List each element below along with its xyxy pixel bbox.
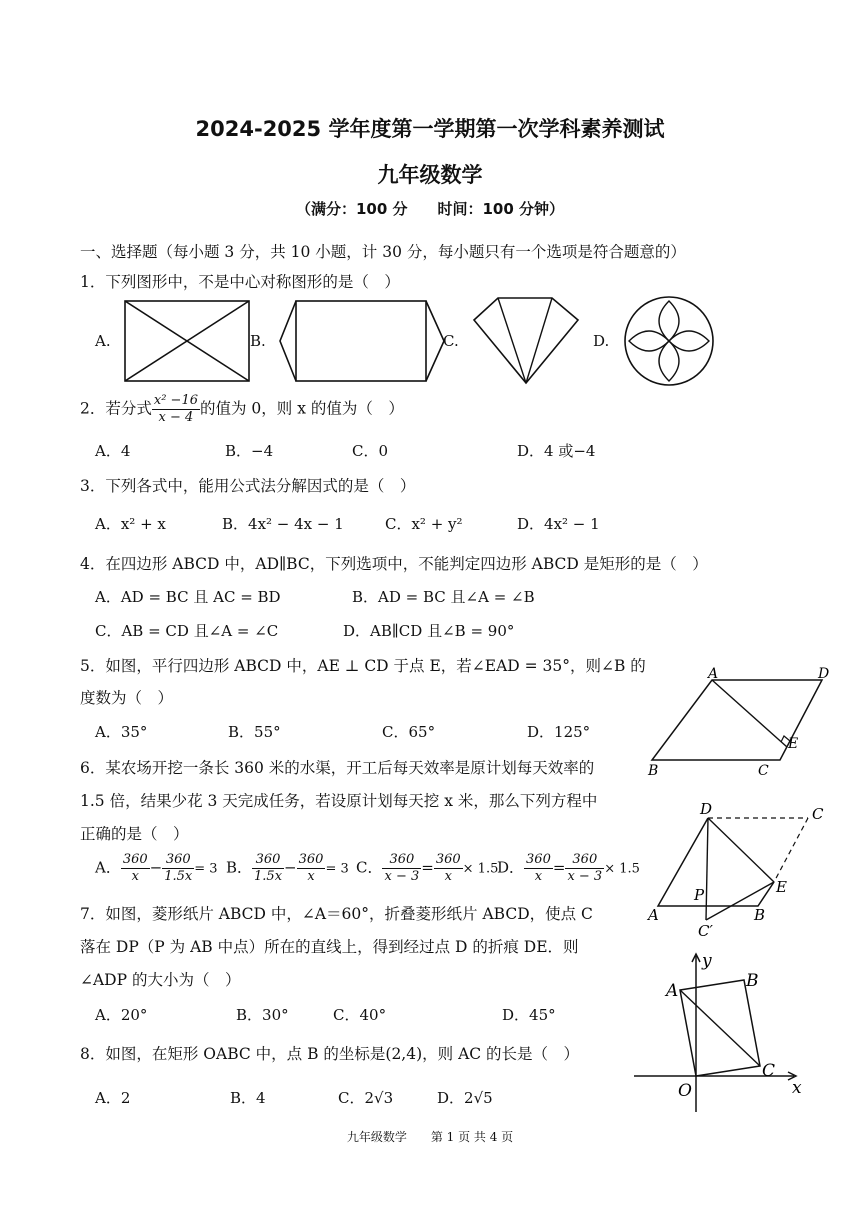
q1-figure-a: [122, 298, 252, 384]
q6-a-d2: 1.5x: [164, 869, 193, 884]
subject-title: 九年级数学: [377, 163, 483, 187]
q6-c-op: =: [421, 858, 434, 877]
q3-option-a: A．x² + x: [95, 515, 166, 533]
q8-label-b: B: [746, 971, 759, 991]
q7-label-b: B: [754, 906, 766, 924]
q6-d-d2: x − 3: [567, 869, 603, 884]
q2-option-c: C．0: [352, 442, 389, 460]
q8-option-c: C．2√3: [338, 1089, 394, 1107]
q6-b-d1: 1.5x: [254, 869, 283, 884]
q6-c-frac1: [382, 852, 421, 885]
q2-fraction: [152, 393, 200, 426]
q3-option-b: B．4x² − 4x − 1: [222, 515, 344, 533]
q8-stem: 8．如图，在矩形 OABC 中，点 B 的坐标是(2,4)，则 AC 的长是（ ）: [80, 1045, 580, 1063]
q6-a-d1: x: [131, 869, 139, 884]
q5-line2: 度数为（ ）: [80, 689, 174, 707]
q6-option-a: [95, 852, 218, 885]
q7-option-c: C．40°: [333, 1006, 387, 1024]
q6-d-label: D．: [497, 858, 525, 877]
q5-parallelogram-figure: [640, 664, 840, 780]
q1-figure-c: [470, 296, 582, 386]
q6-d-d1: x: [534, 869, 543, 884]
q8-label-c: C: [762, 1061, 776, 1081]
q2-option-a: A．4: [95, 442, 131, 460]
q6-c-d2: x: [444, 869, 452, 884]
q6-d-n2: 360: [565, 852, 604, 869]
q6-a-frac2: [162, 852, 194, 885]
q6-b-d2: x: [307, 869, 315, 884]
q8-option-a: A．2: [95, 1089, 131, 1107]
q1-label-b: B.: [250, 332, 266, 350]
q2-option-d: D．4 或−4: [517, 442, 596, 460]
q6-c-tail: × 1.5: [462, 861, 499, 877]
q6-line1: 6．某农场开挖一条长 360 米的水渠，开工后每天效率是原计划每天效率的: [80, 759, 595, 777]
q6-a-tail: = 3: [194, 861, 218, 877]
exam-title: 2024-2025 学年度第一学期第一次学科素养测试: [195, 117, 665, 141]
q7-line3: ∠ADP 的大小为（ ）: [80, 971, 241, 989]
q6-a-label: A．: [95, 858, 121, 877]
q2-numerator: x² −16: [153, 393, 198, 408]
q6-d-n1: 360: [526, 852, 551, 867]
q6-b-label: B．: [226, 858, 253, 877]
q7-option-b: B．30°: [236, 1006, 289, 1024]
q6-c-d1: x − 3: [384, 869, 420, 884]
q7-label-c: C: [812, 805, 824, 823]
q5-option-c: C．65°: [382, 723, 436, 741]
q1-figure-d: [620, 296, 718, 386]
q5-option-d: D．125°: [527, 723, 591, 741]
q8-label-x: x: [792, 1078, 802, 1098]
q8-label-o: O: [678, 1081, 692, 1101]
q2-option-b: B．−4: [225, 442, 274, 460]
q7-label-e: E: [776, 878, 787, 896]
q6-option-d: [497, 852, 640, 885]
q7-line1: 7．如图，菱形纸片 ABCD 中，∠A＝60°，折叠菱形纸片 ABCD，使点 C: [80, 905, 593, 923]
q6-c-label: C．: [356, 858, 383, 877]
q6-c-n2: 360: [435, 852, 461, 867]
q2-denominator: x − 4: [158, 410, 194, 425]
q5-label-d: D: [818, 666, 830, 682]
exam-info: （满分：100 分 时间：100 分钟）: [295, 200, 565, 218]
q7-label-a: A: [648, 906, 659, 924]
q6-d-frac1: [524, 852, 553, 885]
q3-option-c: C．x² + y²: [385, 515, 463, 533]
q6-line3: 正确的是（ ）: [80, 825, 189, 843]
q6-c-frac2: [434, 852, 463, 885]
q7-label-cprime: C′: [698, 922, 713, 940]
q5-label-c: C: [758, 763, 769, 779]
q1-figure-b: [276, 298, 452, 384]
q6-b-frac1: [252, 852, 284, 885]
q1-label-d: D.: [593, 332, 610, 350]
q8-label-y: y: [702, 951, 712, 971]
q6-d-tail: × 1.5: [604, 861, 640, 877]
q6-b-tail: = 3: [325, 861, 349, 877]
q6-b-n1: 360: [252, 852, 284, 869]
q6-a-n2: 360: [162, 852, 194, 869]
q6-b-frac2: [297, 852, 326, 885]
q1-stem: 1．下列图形中，不是中心对称图形的是（ ）: [80, 273, 400, 291]
q5-line1: 5．如图，平行四边形 ABCD 中，AE ⊥ CD 于点 E，若∠EAD = 35°，则∠B 的: [80, 657, 646, 675]
q5-label-e: E: [788, 736, 799, 752]
q8-option-b: B．4: [230, 1089, 266, 1107]
q1-label-c: C.: [443, 332, 459, 350]
q6-d-frac2: [565, 852, 604, 885]
q6-a-frac1: [121, 852, 150, 885]
q2-stem: [80, 393, 404, 426]
q4-option-c: C．AB = CD 且∠A = ∠C: [95, 622, 279, 640]
q6-option-c: [356, 852, 498, 885]
q3-option-d: D．4x² − 1: [517, 515, 600, 533]
q4-stem: 4．在四边形 ABCD 中，AD∥BC，下列选项中，不能判定四边形 ABCD 是矩形的是（ ）: [80, 555, 708, 573]
q5-option-a: A．35°: [95, 723, 148, 741]
q8-option-d: D．2√5: [437, 1089, 493, 1107]
q5-label-a: A: [708, 666, 719, 682]
q7-option-d: D．45°: [502, 1006, 556, 1024]
q6-line2: 1.5 倍，结果少花 3 天完成任务，若设原计划每天挖 x 米，那么下列方程中: [80, 792, 598, 810]
section-heading: 一、选择题（每小题 3 分，共 10 小题，计 30 分，每小题只有一个选项是符合题意的）: [80, 243, 686, 261]
q6-option-b: [226, 852, 349, 885]
q4-option-a: A．AD = BC 且 AC = BD: [95, 588, 281, 606]
q7-label-p: P: [694, 886, 705, 904]
q4-option-d: D．AB∥CD 且∠B = 90°: [343, 622, 515, 640]
q6-a-op: −: [149, 858, 163, 877]
q6-d-op: =: [552, 858, 566, 877]
q2-stem-pre: 2．若分式: [80, 399, 152, 418]
q6-b-n2: 360: [298, 852, 324, 867]
q8-rectangle-figure: [628, 948, 814, 1118]
page-footer: 九年级数学 第 1 页 共 4 页: [346, 1130, 514, 1144]
q3-stem: 3．下列各式中，能用公式法分解因式的是（ ）: [80, 477, 416, 495]
q1-label-a: A.: [95, 332, 111, 350]
q7-option-a: A．20°: [95, 1006, 148, 1024]
q4-option-b: B．AD = BC 且∠A = ∠B: [352, 588, 535, 606]
q5-option-b: B．55°: [228, 723, 281, 741]
q7-rhombus-figure: [640, 796, 836, 940]
q2-stem-post: 的值为 0，则 x 的值为（ ）: [200, 399, 404, 418]
q5-label-b: B: [648, 763, 659, 779]
q6-c-n1: 360: [382, 852, 421, 869]
q8-label-a: A: [666, 981, 679, 1001]
q6-a-n1: 360: [122, 852, 148, 867]
q7-label-d: D: [700, 800, 713, 818]
q6-b-op: −: [284, 858, 297, 877]
q7-line2: 落在 DP（P 为 AB 中点）所在的直线上，得到经过点 D 的折痕 DE．则: [80, 938, 579, 956]
